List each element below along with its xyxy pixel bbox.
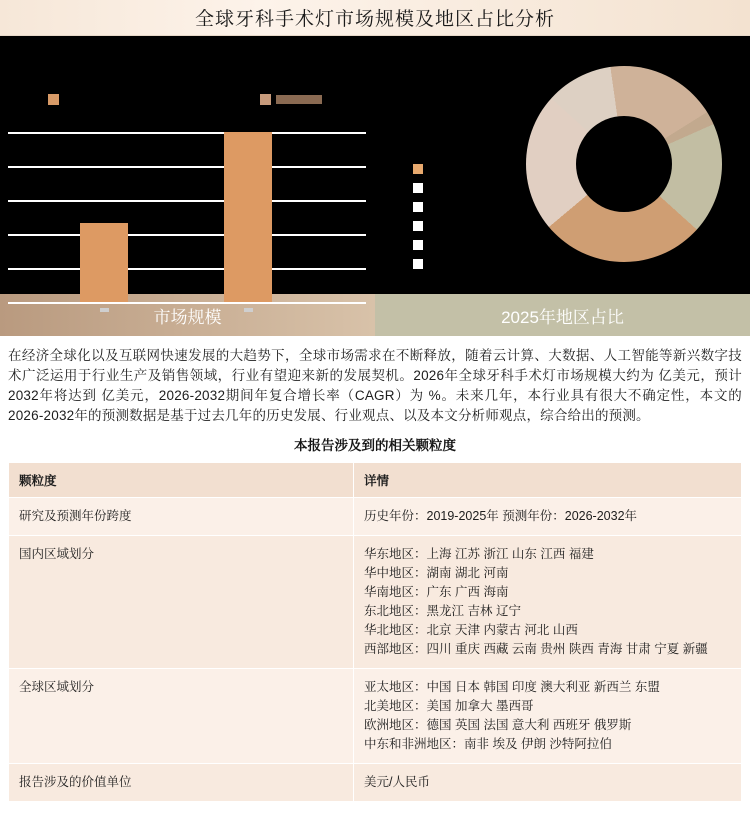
detail-line: 华南地区：广东 广西 海南 [364, 585, 509, 599]
table-cell-label: 全球区域划分 [9, 669, 354, 764]
donut-graphic [526, 66, 722, 262]
bar-chart [0, 36, 405, 294]
legend-swatch-icon [413, 164, 423, 174]
legend-item [413, 183, 441, 193]
gridline [8, 132, 366, 134]
detail-line: 欧洲地区：德国 英国 法国 意大利 西班牙 俄罗斯 [364, 718, 632, 732]
donut-chart [405, 36, 750, 294]
donut-chart-legend [413, 164, 441, 278]
table-header-row [9, 463, 742, 498]
summary-paragraph: 在经济全球化以及互联网快速发展的大趋势下，全球市场需求在不断释放，随着云计算、大数据、人工智能等新兴数字技术广泛运用于行业生产及销售领域，行业有望迎来新的发展契机。2026年全球牙科手术灯市场规模大约为 亿美元，预计2032年将达到 亿美元，2026-2032期间年复合增长率（CAGR）为 %。未来几年，本行业具有很大不确定性，本文的2026-2032年的预测数据是基于过去几年的历史发展、行业观点、以及本文分析师观点，综合给出的预测。 [8, 348, 743, 423]
legend-item-series-2 [260, 94, 322, 105]
bar-series-1 [80, 223, 128, 302]
legend-swatch-icon [413, 183, 423, 193]
table-cell-label: 研究及预测年份跨度 [9, 498, 354, 536]
detail-line: 北美地区：美国 加拿大 墨西哥 [364, 699, 534, 713]
table-cell-label: 国内区域划分 [9, 536, 354, 669]
x-axis [8, 302, 366, 304]
table-row [9, 764, 742, 802]
legend-item [413, 240, 441, 250]
table-header-detail: 详情 [354, 463, 742, 498]
legend-item [413, 221, 441, 231]
legend-swatch-icon [260, 94, 271, 105]
gridline [8, 234, 366, 236]
detail-line: 历史年份：2019-2025年 预测年份：2026-2032年 [364, 509, 638, 523]
table-cell-label: 报告涉及的价值单位 [9, 764, 354, 802]
table-cell-detail [354, 764, 742, 802]
bar-series-2 [224, 132, 272, 302]
bar-chart-plot [8, 132, 366, 304]
detail-line: 美元/人民币 [364, 775, 430, 789]
detail-line: 东北地区：黑龙江 吉林 辽宁 [364, 604, 521, 618]
legend-swatch-icon [413, 221, 423, 231]
table-row [9, 498, 742, 536]
legend-item [413, 259, 441, 269]
detail-line: 亚太地区：中国 日本 韩国 印度 澳大利亚 新西兰 东盟 [364, 680, 660, 694]
section-title: 本报告涉及到的相关颗粒度 [294, 438, 456, 453]
detail-line: 华东地区：上海 江苏 浙江 山东 江西 福建 [364, 547, 594, 561]
charts-area [0, 36, 750, 294]
legend-item-series-1 [48, 94, 64, 105]
detail-line: 华中地区：湖南 湖北 河南 [364, 566, 509, 580]
gridline [8, 166, 366, 168]
table-row [9, 669, 742, 764]
x-axis-tick [244, 308, 253, 312]
x-axis-tick [100, 308, 109, 312]
table-cell-detail [354, 498, 742, 536]
table-header-granularity: 颗粒度 [9, 463, 354, 498]
detail-line: 中东和非洲地区：南非 埃及 伊朗 沙特阿拉伯 [364, 737, 612, 751]
tab-region-share[interactable] [375, 294, 750, 336]
legend-swatch-icon [413, 259, 423, 269]
detail-line: 华北地区：北京 天津 内蒙古 河北 山西 [364, 623, 578, 637]
donut-ring [526, 66, 722, 262]
gridline [8, 268, 366, 270]
granularity-table [8, 462, 742, 802]
gridline [8, 200, 366, 202]
legend-swatch-icon [413, 240, 423, 250]
table-cell-detail [354, 536, 742, 669]
legend-label-series-2 [276, 95, 322, 104]
table-row [9, 536, 742, 669]
tab-market-size-label: 市场规模 [153, 307, 222, 327]
detail-line: 西部地区：四川 重庆 西藏 云南 贵州 陕西 青海 甘肃 宁夏 新疆 [364, 642, 708, 656]
legend-item [413, 202, 441, 212]
legend-swatch-icon [48, 94, 59, 105]
bar-chart-legend [0, 94, 405, 105]
legend-item [413, 164, 441, 174]
tab-region-share-label: 2025年地区占比 [501, 307, 624, 327]
legend-swatch-icon [413, 202, 423, 212]
page-title: 全球牙科手术灯市场规模及地区占比分析 [194, 9, 555, 30]
table-cell-detail [354, 669, 742, 764]
page-title-banner [0, 0, 750, 36]
